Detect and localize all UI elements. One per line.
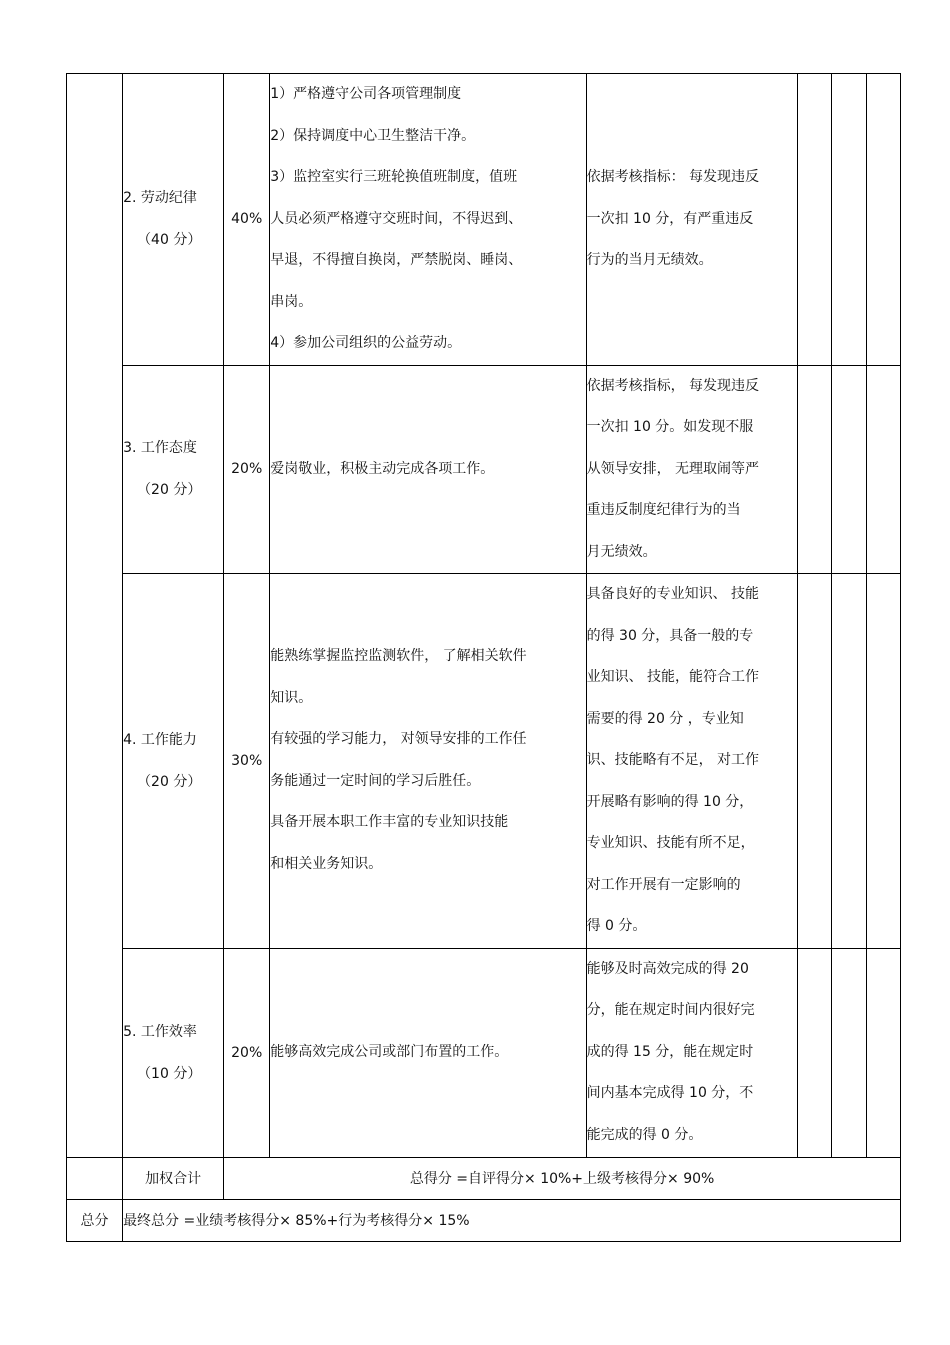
standard-cell xyxy=(270,74,586,366)
standard-line: 人员必须严格遵守交班时间，不得迟到、 xyxy=(270,210,523,227)
criteria-line: 一次扣 10 分。如发现不服 xyxy=(586,419,754,435)
criteria-line: 能够及时高效完成的得 20 xyxy=(586,960,749,977)
criteria-line: 一次扣 10 分，有严重违反 xyxy=(586,210,754,227)
standard-line: 能够高效完成公司或部门布置的工作。 xyxy=(270,1043,509,1060)
criteria-line: 重违反制度纪律行为的当 xyxy=(586,502,741,518)
item-name: 5. 工作效率 xyxy=(123,1023,197,1040)
criteria-line: 从领导安排， 无理取闹等严 xyxy=(586,460,760,477)
standard-cell xyxy=(270,948,586,1157)
standard-line: 能熟练掌握监控监测软件， 了解相关软件 xyxy=(270,648,527,665)
criteria-cell xyxy=(586,948,797,1157)
standard-line: 和相关业务知识。 xyxy=(270,855,383,872)
item-cell xyxy=(123,948,224,1157)
grand-total-formula: 最终总分 =业绩考核得分× 85%+行为考核得分× 15% xyxy=(123,1199,901,1241)
criteria-line: 对工作开展有一定影响的 xyxy=(586,876,741,893)
criteria-line: 需要的得 20 分 ，专业知 xyxy=(586,710,744,727)
standard-cell xyxy=(270,365,586,574)
score-cell[interactable] xyxy=(797,74,831,366)
item-points: （40 分） xyxy=(137,232,202,249)
criteria-line: 得 0 分。 xyxy=(586,918,647,934)
standard-line: 知识。 xyxy=(270,689,313,706)
standard-cell xyxy=(270,574,586,949)
item-name: 4. 工作能力 xyxy=(123,731,197,748)
standard-line: 1）严格遵守公司各项管理制度 xyxy=(270,86,462,102)
standard-line: 爱岗敬业，积极主动完成各项工作。 xyxy=(270,460,495,477)
item-points: （20 分） xyxy=(137,773,202,790)
score-cell[interactable] xyxy=(831,948,866,1157)
item-points: （20 分） xyxy=(137,482,202,499)
weight-cell: 30% xyxy=(224,574,270,949)
score-cell[interactable] xyxy=(797,574,831,949)
score-cell[interactable] xyxy=(797,365,831,574)
criteria-cell xyxy=(586,74,797,366)
criteria-line: 识、技能略有不足， 对工作 xyxy=(586,752,760,768)
weighted-total-formula: 总得分 =自评得分× 10%+上级考核得分× 90% xyxy=(224,1157,901,1199)
standard-line: 早退，不得擅自换岗，严禁脱岗、睡岗、 xyxy=(270,252,523,268)
criteria-cell xyxy=(586,574,797,949)
weighted-total-row xyxy=(67,1157,901,1199)
criteria-line: 开展略有影响的得 10 分， xyxy=(586,793,754,810)
category-cell xyxy=(67,1157,123,1199)
assessment-table xyxy=(66,73,901,1242)
weight-cell: 20% xyxy=(224,948,270,1157)
item-cell xyxy=(123,74,224,366)
criteria-line: 能完成的得 0 分。 xyxy=(586,1126,703,1143)
item-name: 3. 工作态度 xyxy=(123,440,197,457)
criteria-line: 业知识、 技能，能符合工作 xyxy=(586,669,760,685)
table-row xyxy=(67,574,901,949)
standard-line: 具备开展本职工作丰富的专业知识技能 xyxy=(270,814,509,831)
criteria-line: 专业知识、技能有所不足， xyxy=(586,835,755,851)
weight-cell: 40% xyxy=(224,74,270,366)
table-row xyxy=(67,948,901,1157)
standard-line: 务能通过一定时间的学习后胜任。 xyxy=(270,772,481,789)
score-cell[interactable] xyxy=(831,74,866,366)
item-name: 2. 劳动纪律 xyxy=(123,190,197,207)
criteria-line: 间内基本完成得 10 分，不 xyxy=(586,1085,754,1102)
category-cell xyxy=(67,74,123,1158)
weight-cell: 20% xyxy=(224,365,270,574)
standard-line: 串岗。 xyxy=(270,293,313,310)
standard-line: 2）保持调度中心卫生整洁干净。 xyxy=(270,127,476,144)
score-cell[interactable] xyxy=(797,948,831,1157)
score-cell[interactable] xyxy=(866,365,900,574)
criteria-line: 具备良好的专业知识、 技能 xyxy=(586,586,760,602)
criteria-line: 依据考核指标： 每发现违反 xyxy=(586,169,760,185)
score-cell[interactable] xyxy=(866,74,900,366)
item-cell xyxy=(123,365,224,574)
item-points: （10 分） xyxy=(137,1065,202,1082)
criteria-line: 的得 30 分，具备一般的专 xyxy=(586,627,754,644)
criteria-line: 分，能在规定时间内很好完 xyxy=(586,1002,755,1019)
grand-total-label: 总分 xyxy=(67,1199,123,1241)
score-cell[interactable] xyxy=(831,574,866,949)
weighted-total-label: 加权合计 xyxy=(123,1157,224,1199)
criteria-line: 依据考核指标， 每发现违反 xyxy=(586,377,760,394)
grand-total-row xyxy=(67,1199,901,1241)
standard-line: 4）参加公司组织的公益劳动。 xyxy=(270,335,462,351)
standard-line: 有较强的学习能力， 对领导安排的工作任 xyxy=(270,731,527,748)
standard-line: 3）监控室实行三班轮换值班制度，值班 xyxy=(270,169,518,185)
criteria-line: 行为的当月无绩效。 xyxy=(586,252,713,268)
score-cell[interactable] xyxy=(866,574,900,949)
score-cell[interactable] xyxy=(866,948,900,1157)
item-cell xyxy=(123,574,224,949)
criteria-line: 月无绩效。 xyxy=(586,543,657,560)
score-cell[interactable] xyxy=(831,365,866,574)
criteria-cell xyxy=(586,365,797,574)
table-row xyxy=(67,74,901,366)
table-row xyxy=(67,365,901,574)
criteria-line: 成的得 15 分，能在规定时 xyxy=(586,1043,754,1060)
